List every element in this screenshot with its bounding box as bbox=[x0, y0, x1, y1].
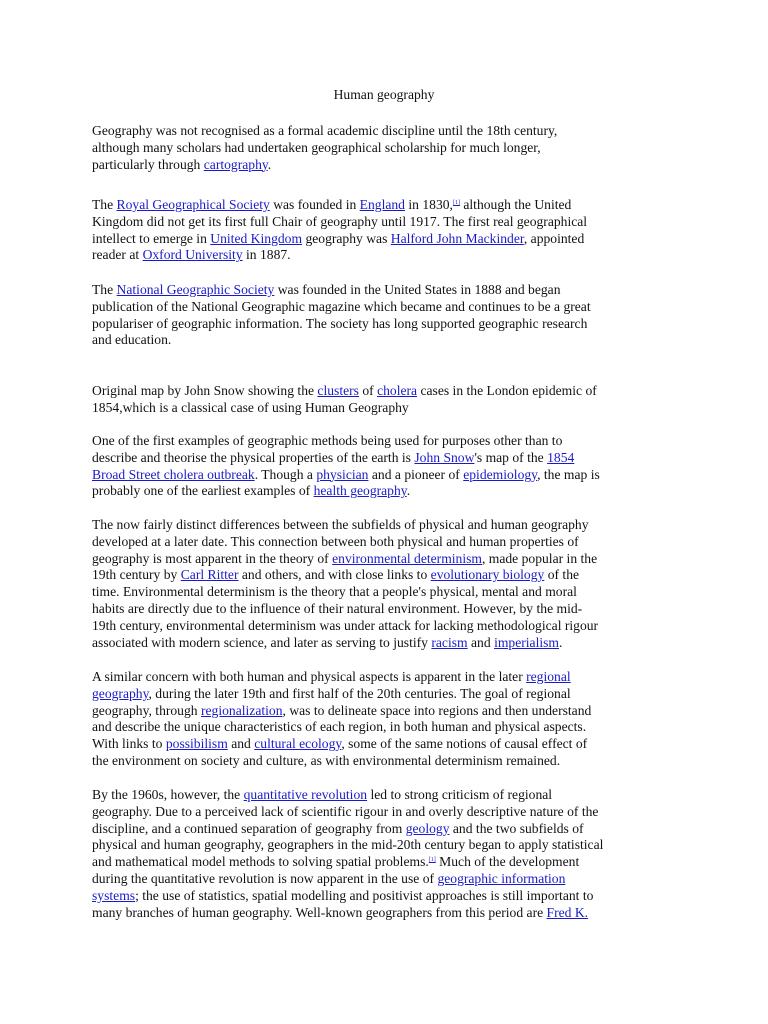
footnote-ref bbox=[453, 200, 460, 206]
text-run: , appointed bbox=[523, 230, 585, 246]
hyperlink[interactable]: Royal Geographical Society bbox=[116, 197, 270, 212]
hyperlink[interactable]: Halford John Mackinder bbox=[390, 230, 524, 246]
paragraph bbox=[92, 433, 682, 500]
hyperlink[interactable]: health geography bbox=[313, 483, 407, 499]
text-run: and bbox=[467, 634, 495, 650]
text-run: A similar concern with both human and physical aspects is apparent in the later bbox=[92, 669, 527, 684]
text-run: One of the first examples of geographic methods being used for purposes other than to bbox=[92, 433, 563, 448]
document-title: Human geography bbox=[333, 87, 435, 102]
text-run: in 1830, bbox=[404, 197, 453, 212]
text-line bbox=[92, 299, 682, 316]
hyperlink[interactable]: United Kingdom bbox=[210, 230, 303, 246]
hyperlink[interactable]: Broad Street cholera outbreak bbox=[92, 466, 255, 482]
text-run: . bbox=[267, 156, 272, 172]
text-run: and the two subfields of bbox=[449, 820, 584, 836]
hyperlink[interactable]: evolutionary biology bbox=[430, 567, 545, 583]
text-run: geography, through bbox=[92, 702, 201, 718]
text-run: during the quantitative revolution is now apparent in the use of bbox=[92, 870, 438, 886]
paragraph bbox=[92, 123, 682, 173]
paragraph bbox=[92, 383, 682, 417]
text-line bbox=[92, 517, 682, 534]
text-run: . bbox=[559, 634, 563, 650]
hyperlink[interactable]: physician bbox=[316, 466, 369, 482]
text-line bbox=[92, 467, 682, 484]
text-run: although many scholars had undertaken geographical scholarship for much longer, bbox=[92, 139, 541, 155]
text-run: Kingdom did not get its first full Chair of geography until 1917. The first real geographical bbox=[92, 213, 588, 229]
hyperlink[interactable]: Fred K. bbox=[546, 904, 589, 920]
text-run: led to strong criticism of regional bbox=[367, 787, 553, 802]
hyperlink[interactable]: geography bbox=[92, 685, 149, 701]
text-run: and a pioneer of bbox=[368, 466, 464, 482]
text-run: , was to delineate space into regions and then understand bbox=[282, 702, 592, 718]
hyperlink[interactable]: 1854 bbox=[547, 449, 575, 465]
text-run: the environment on society and culture, as with environmental determinism remained. bbox=[92, 752, 561, 768]
text-line bbox=[92, 584, 682, 601]
hyperlink[interactable]: possibilism bbox=[165, 736, 228, 752]
text-run: physical and human geography, geographers in the mid-20th century began to apply statistical bbox=[92, 837, 604, 853]
hyperlink[interactable]: National Geographic Society bbox=[116, 282, 275, 297]
hyperlink[interactable]: Oxford University bbox=[142, 247, 243, 263]
footnote-link[interactable]: [1] bbox=[452, 200, 460, 206]
text-line bbox=[92, 316, 682, 333]
text-run: geography is most apparent in the theory of bbox=[92, 550, 333, 566]
hyperlink[interactable]: cultural ecology bbox=[254, 736, 342, 752]
text-line bbox=[92, 669, 682, 686]
text-run: was founded in the United States in 1888 and began bbox=[274, 282, 561, 297]
text-line bbox=[92, 618, 682, 635]
text-run: cases in the London epidemic of bbox=[417, 383, 597, 398]
text-run: although the United bbox=[459, 197, 572, 212]
text-line bbox=[92, 157, 682, 174]
text-run: discipline, and a continued separation of geography from bbox=[92, 820, 406, 836]
text-line bbox=[92, 787, 682, 804]
text-run: geography was bbox=[302, 230, 391, 246]
text-run: geography. Due to a perceived lack of scientific rigour in and overly descriptive nature of the bbox=[92, 803, 599, 819]
text-run: . Though a bbox=[254, 466, 317, 482]
text-run: time. Environmental determinism is the theory that a people's physical, mental and moral bbox=[92, 584, 577, 600]
text-run: , made popular in the bbox=[481, 550, 598, 566]
text-run: of the bbox=[544, 567, 580, 583]
hyperlink[interactable]: Carl Ritter bbox=[180, 567, 239, 583]
text-run: The now fairly distinct differences between the subfields of physical and human geography bbox=[92, 517, 589, 532]
text-run: Geography was not recognised as a formal academic discipline until the 18th century, bbox=[92, 123, 558, 138]
hyperlink[interactable]: John Snow bbox=[414, 449, 475, 465]
text-line bbox=[92, 231, 682, 248]
text-line bbox=[92, 551, 682, 568]
text-run: . bbox=[406, 483, 411, 499]
text-line bbox=[92, 247, 682, 264]
text-run: reader at bbox=[92, 247, 143, 263]
text-run: ; the use of statistics, spatial modelling and positivist approaches is still important to bbox=[135, 887, 594, 903]
text-line bbox=[92, 871, 682, 888]
text-run: intellect to emerge in bbox=[92, 230, 211, 246]
paragraph bbox=[92, 669, 682, 770]
text-run: 19th century, environmental determinism was under attack for lacking methodological rigour bbox=[92, 617, 599, 633]
text-run: 1854,which is a classical case of using Human Geography bbox=[92, 399, 409, 415]
hyperlink[interactable]: England bbox=[359, 197, 405, 212]
text-line bbox=[92, 753, 682, 770]
paragraph bbox=[92, 197, 682, 264]
hyperlink[interactable]: epidemiology bbox=[463, 466, 538, 482]
text-run: By the 1960s, however, the bbox=[92, 787, 244, 802]
text-run: The bbox=[92, 197, 117, 212]
text-line bbox=[92, 854, 682, 871]
text-line bbox=[92, 140, 682, 157]
text-line bbox=[92, 123, 682, 140]
text-run: publication of the National Geographic magazine which became and continues to be a great bbox=[92, 298, 591, 314]
text-run: and describe the unique characteristics of each region, in both human and physical aspects. bbox=[92, 719, 587, 735]
text-line bbox=[92, 837, 682, 854]
text-run: Original map by John Snow showing the bbox=[92, 383, 318, 398]
text-line bbox=[92, 483, 682, 500]
hyperlink[interactable]: imperialism bbox=[494, 634, 559, 650]
text-line bbox=[92, 400, 682, 417]
text-run: 19th century by bbox=[92, 567, 181, 583]
text-run: , during the later 19th and first half of the 20th centuries. The goal of regional bbox=[148, 685, 571, 701]
text-line bbox=[92, 821, 682, 838]
hyperlink[interactable]: racism bbox=[431, 634, 468, 650]
text-run: With links to bbox=[92, 736, 166, 752]
text-run: was founded in bbox=[269, 197, 360, 212]
text-run: in 1887. bbox=[242, 247, 291, 263]
text-run: associated with modern science, and later as serving to justify bbox=[92, 634, 432, 650]
text-line bbox=[92, 383, 682, 400]
text-line bbox=[92, 804, 682, 821]
text-line bbox=[92, 534, 682, 551]
text-line bbox=[92, 601, 682, 618]
text-run: probably one of the earliest examples of bbox=[92, 483, 314, 499]
paragraph bbox=[92, 282, 682, 349]
hyperlink[interactable]: cholera bbox=[377, 383, 418, 398]
text-run: populariser of geographic information. The society has long supported geographic research bbox=[92, 315, 588, 331]
text-run: , the map is bbox=[537, 466, 600, 482]
text-line bbox=[92, 736, 682, 753]
hyperlink[interactable]: geographic information bbox=[437, 870, 566, 886]
text-run: 's map of the bbox=[474, 449, 548, 465]
text-line bbox=[92, 197, 682, 214]
hyperlink[interactable]: quantitative revolution bbox=[243, 787, 368, 802]
text-run: and bbox=[227, 736, 255, 752]
text-run: The bbox=[92, 282, 117, 297]
footnote-ref bbox=[429, 857, 436, 863]
text-run: many branches of human geography. Well-known geographers from this period are bbox=[92, 904, 547, 920]
text-run: developed at a later date. This connection between both physical and human properties of bbox=[92, 533, 579, 549]
text-line bbox=[92, 686, 682, 703]
text-line bbox=[92, 450, 682, 467]
text-run: and education. bbox=[92, 332, 172, 348]
hyperlink[interactable]: regionalization bbox=[200, 702, 283, 718]
text-line bbox=[92, 703, 682, 720]
text-run: , some of the same notions of causal effect of bbox=[341, 736, 588, 752]
paragraph bbox=[92, 517, 682, 651]
text-line bbox=[92, 719, 682, 736]
footnote-link[interactable]: [1] bbox=[428, 857, 436, 864]
text-run: and others, and with close links to bbox=[238, 567, 431, 583]
hyperlink[interactable]: environmental determinism bbox=[332, 550, 482, 566]
text-run: of bbox=[358, 383, 378, 398]
text-line bbox=[92, 214, 682, 231]
text-line bbox=[92, 282, 682, 299]
text-run: particularly through bbox=[92, 156, 204, 172]
text-line bbox=[92, 567, 682, 584]
paragraph bbox=[92, 787, 682, 921]
hyperlink[interactable]: clusters bbox=[317, 383, 359, 398]
text-run: and mathematical model methods to solving spatial problems. bbox=[92, 854, 429, 870]
text-run: Much of the development bbox=[435, 854, 580, 870]
text-line bbox=[92, 905, 682, 922]
text-run: describe and theorise the physical properties of the earth is bbox=[92, 449, 415, 465]
text-line bbox=[92, 635, 682, 652]
hyperlink[interactable]: cartography bbox=[203, 156, 268, 172]
text-line bbox=[92, 433, 682, 450]
hyperlink[interactable]: geology bbox=[405, 820, 450, 836]
text-line bbox=[92, 332, 682, 349]
hyperlink[interactable]: systems bbox=[92, 887, 136, 903]
text-line bbox=[92, 888, 682, 905]
hyperlink[interactable]: regional bbox=[526, 669, 571, 684]
text-run: habits are directly due to the influence of their natural environment. However, by the mid- bbox=[92, 600, 583, 616]
